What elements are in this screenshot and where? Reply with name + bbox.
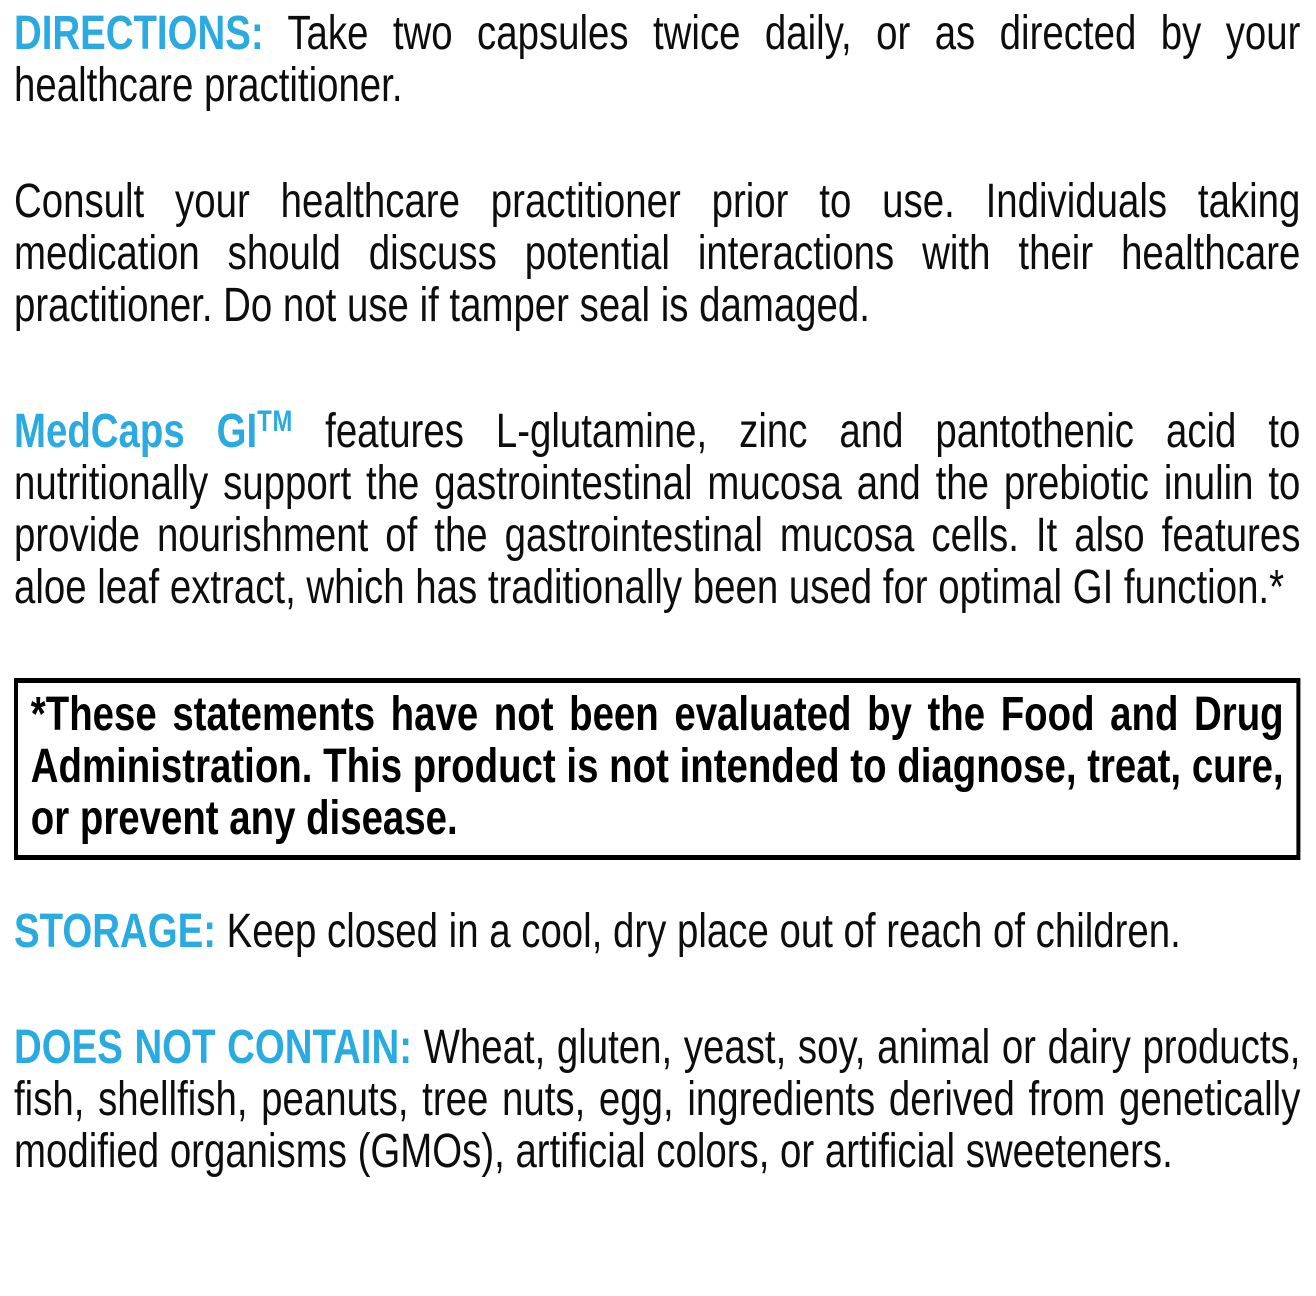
medcaps-brand: MedCaps GI	[14, 405, 258, 458]
fda-disclaimer-box	[14, 678, 1300, 860]
directions-body: Take two capsules twice daily, or as directed by your healthcare practitioner.	[14, 7, 1301, 112]
consult-body: Consult your healthcare practitioner prior to use. Individuals taking medication should discuss potential interactions with their healthcare practitioner. Do not use if tamper seal is damaged.	[14, 175, 1301, 332]
fda-disclaimer-text: *These statements have not been evaluated by the Food and Drug Administration. This product is not intended to diagnose, treat, cure, or prevent any disease.	[30, 688, 1284, 845]
supplement-label	[14, 0, 1300, 1178]
trademark-symbol: TM	[257, 405, 294, 438]
directions-paragraph	[14, 8, 1300, 112]
directions-heading: DIRECTIONS:	[14, 7, 264, 60]
does-not-contain-paragraph	[14, 1022, 1300, 1178]
storage-paragraph	[14, 906, 1300, 958]
medcaps-body: features L-glutamine, zinc and pantothenic acid to nutritionally support the gastrointestinal mucosa and the prebiotic inulin to provide nourishment of the gastrointestinal mucosa cells. It also features aloe leaf extract, which has traditionally been used for optimal GI function.*	[14, 405, 1301, 614]
consult-paragraph	[14, 176, 1300, 332]
storage-body: Keep closed in a cool, dry place out of reach of children.	[215, 905, 1181, 958]
does-not-contain-heading: DOES NOT CONTAIN:	[14, 1021, 412, 1074]
medcaps-paragraph	[14, 396, 1300, 614]
storage-heading: STORAGE:	[14, 905, 216, 958]
does-not-contain-body: Wheat, gluten, yeast, soy, animal or dairy products, fish, shellfish, peanuts, tree nuts, egg, ingredients derived from genetically modified organisms (GMOs), artificial colors, or artificial sweeteners.	[14, 1021, 1301, 1178]
